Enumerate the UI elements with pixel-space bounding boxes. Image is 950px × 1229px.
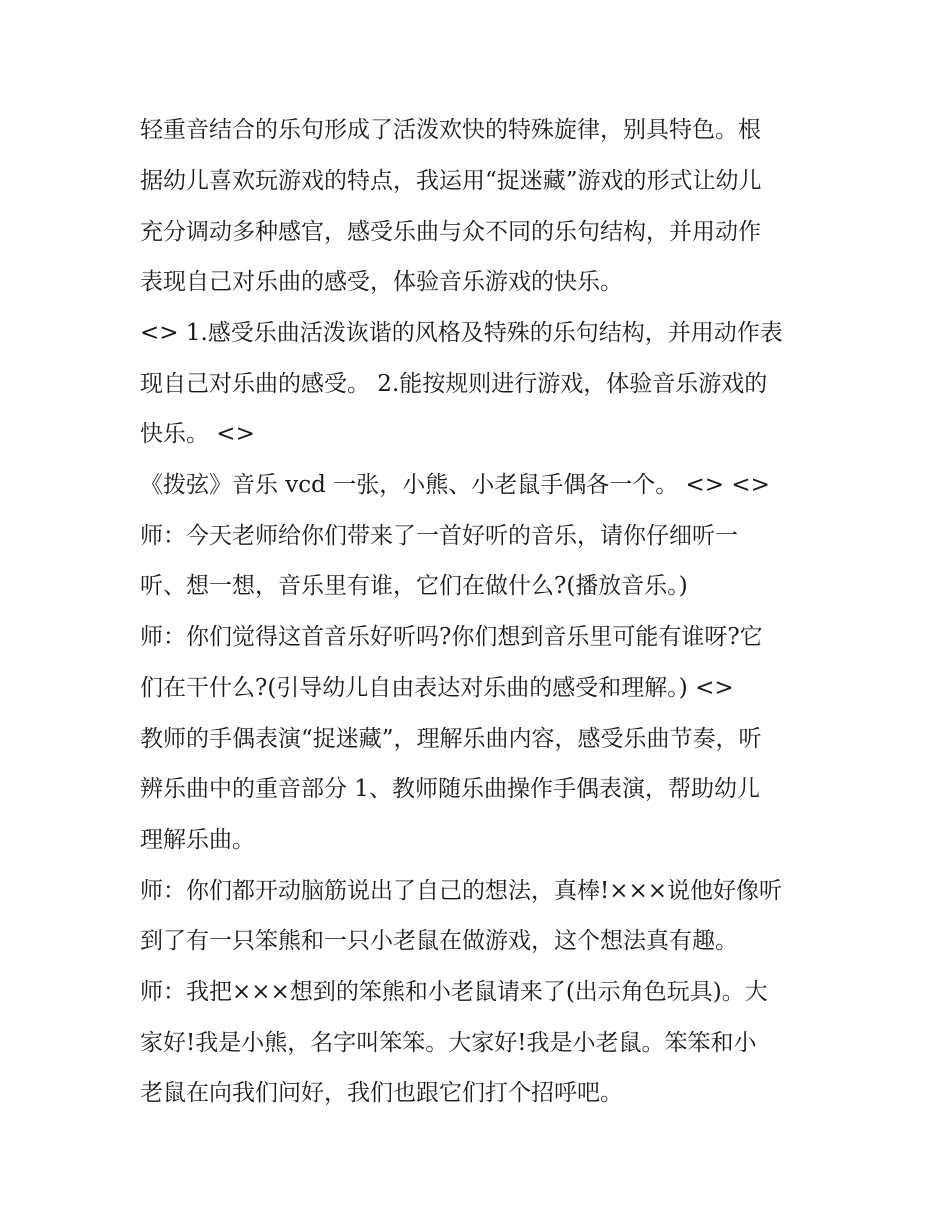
text-line: <> 1.感受乐曲活泼诙谐的风格及特殊的乐句结构，并用动作表 bbox=[140, 320, 783, 346]
text-line: 辨乐曲中的重音部分 1、教师随乐曲操作手偶表演，帮助幼儿 bbox=[140, 776, 760, 802]
text-line: 《拨弦》音乐 vcd 一张，小熊、小老鼠手偶各一个。 <> <> bbox=[140, 472, 770, 498]
text-line: 师：你们觉得这首音乐好听吗?你们想到音乐里可能有谁呀?它 bbox=[140, 624, 763, 650]
text-line: 师：你们都开动脑筋说出了自己的想法，真棒!×××说他好像听 bbox=[140, 878, 783, 904]
text-line: 们在干什么?(引导幼儿自由表达对乐曲的感受和理解。) <> bbox=[140, 675, 734, 701]
text-line: 快乐。 <> bbox=[140, 421, 255, 447]
text-line: 到了有一只笨熊和一只小老鼠在做游戏，这个想法真有趣。 bbox=[140, 928, 738, 954]
text-line: 师：今天老师给你们带来了一首好听的音乐，请你仔细听一 bbox=[140, 523, 738, 549]
text-line: 听、想一想，音乐里有谁，它们在做什么?(播放音乐。) bbox=[140, 573, 688, 599]
text-line: 师：我把×××想到的笨熊和小老鼠请来了(出示角色玩具)。大 bbox=[140, 979, 768, 1005]
text-line: 教师的手偶表演“捉迷藏”，理解乐曲内容，感受乐曲节奏，听 bbox=[140, 726, 762, 752]
text-line: 轻重音结合的乐句形成了活泼欢快的特殊旋律，别具特色。根 bbox=[140, 117, 761, 143]
text-line: 据幼儿喜欢玩游戏的特点，我运用“捉迷藏”游戏的形式让幼儿 bbox=[140, 168, 762, 194]
text-line: 现自己对乐曲的感受。 2.能按规则进行游戏，体验音乐游戏的 bbox=[140, 371, 768, 397]
text-line: 充分调动多种感官，感受乐曲与众不同的乐句结构，并用动作 bbox=[140, 219, 761, 245]
text-line: 家好!我是小熊，名字叫笨笨。大家好!我是小老鼠。笨笨和小 bbox=[140, 1030, 757, 1056]
text-line: 老鼠在向我们问好，我们也跟它们打个招呼吧。 bbox=[140, 1080, 623, 1106]
text-line: 表现自己对乐曲的感受，体验音乐游戏的快乐。 bbox=[140, 269, 623, 295]
text-line: 理解乐曲。 bbox=[140, 827, 255, 853]
